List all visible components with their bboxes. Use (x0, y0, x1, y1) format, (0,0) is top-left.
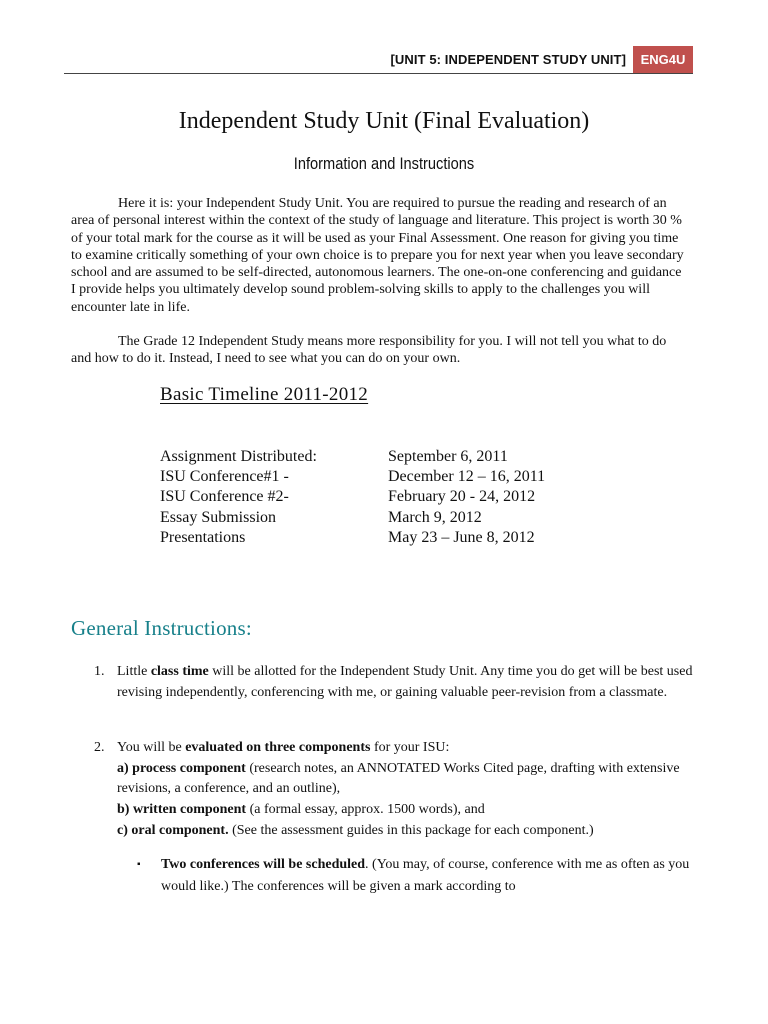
written-component-line (117, 800, 694, 821)
oral-component-line (117, 821, 694, 842)
timeline-row (160, 468, 580, 488)
item-number: 2. (94, 740, 105, 755)
timeline-heading: Basic Timeline 2011-2012 (160, 384, 369, 405)
intro-paragraph-1 (71, 195, 689, 316)
timeline-row (160, 448, 580, 468)
intro-paragraph-1-text: Here it is: your Independent Study Unit. You are required to pursue the reading and research of an area of personal interest within the context of the study of language and literature. This project is worth 30 % of your total mark for the course as it will be used as your Final Assessment. One reason for giving you time to examine critically something of your own choice is to prepare you for next year when you leave secondary school and are assumed to be self-directed, autonomous learners. The one-on-one conferencing and guidance I provide helps you ultimately develop sound problem-solving skills to apply to the challenges you will encounter late in life. (71, 196, 684, 315)
oral-component-text: (See the assessment guides in this package for each component.) (228, 822, 594, 838)
item-intro-line (117, 738, 694, 759)
timeline-date: December 12 – 16, 2011 (388, 468, 546, 486)
timeline-row (160, 509, 580, 529)
timeline-label: Essay Submission (160, 508, 277, 526)
oral-component-label: c) oral component. (117, 822, 229, 838)
item-body (117, 738, 694, 842)
instruction-item-2 (94, 738, 694, 842)
page-header (0, 46, 768, 76)
course-code-badge: ENG4U (633, 46, 693, 73)
item-bold-text: evaluated on three components (185, 740, 371, 755)
timeline-row (160, 529, 580, 549)
general-instructions-heading: General Instructions: (71, 616, 252, 640)
written-component-text: (a formal essay, approx. 1500 words), and (246, 802, 485, 818)
item-text: will be allotted for the Independent Study Unit. Any time you do get will be best used revising independently, conferencing with me, or gaining valuable peer-revision from a classmate. (117, 664, 693, 700)
instruction-item-1 (94, 662, 694, 703)
item-text: You will be (117, 740, 186, 755)
written-component-label: b) written component (117, 802, 247, 818)
timeline-table (160, 448, 580, 549)
header-rule (64, 73, 693, 74)
process-component-text: (research notes, an ANNOTATED Works Cited page, drafting with extensive revisions, a conference, and an outline), (117, 760, 680, 797)
conference-bullet (137, 854, 697, 897)
item-text: for your ISU: (370, 740, 450, 755)
timeline-label: ISU Conference #2- (160, 488, 289, 506)
timeline-date: February 20 - 24, 2012 (388, 488, 536, 506)
bullet-text: . (You may, of course, conference with me as often as you would like.) The conferences will be given a mark according to (161, 857, 690, 894)
timeline-date: September 6, 2011 (388, 448, 508, 465)
timeline-date: May 23 – June 8, 2012 (388, 528, 535, 546)
document-title: Independent Study Unit (Final Evaluation) (178, 108, 590, 134)
intro-paragraph-2-text: The Grade 12 Independent Study means more responsibility for you. I will not tell you what to do and how to do it. Instead, I need to see what you can do on your own. (71, 334, 667, 367)
timeline-label: ISU Conference#1 - (160, 468, 289, 486)
timeline-date: March 9, 2012 (388, 508, 482, 526)
item-number: 1. (94, 664, 105, 679)
unit-label: [UNIT 5: INDEPENDENT STUDY UNIT] (390, 52, 626, 67)
bullet-bold-text: Two conferences will be scheduled (161, 857, 366, 872)
timeline-row (160, 488, 580, 508)
item-bold-text: class time (150, 664, 209, 679)
document-subtitle: Information and Instructions (293, 154, 475, 173)
bullet-icon: ▪ (137, 859, 141, 870)
timeline-label: Presentations (160, 528, 246, 546)
timeline-label: Assignment Distributed: (160, 448, 317, 465)
item-body (117, 662, 694, 703)
process-component-label: a) process component (117, 760, 246, 776)
intro-paragraph-2 (71, 333, 689, 368)
process-component-line (117, 759, 694, 800)
item-text: Little (117, 664, 151, 679)
bullet-body (161, 854, 697, 897)
